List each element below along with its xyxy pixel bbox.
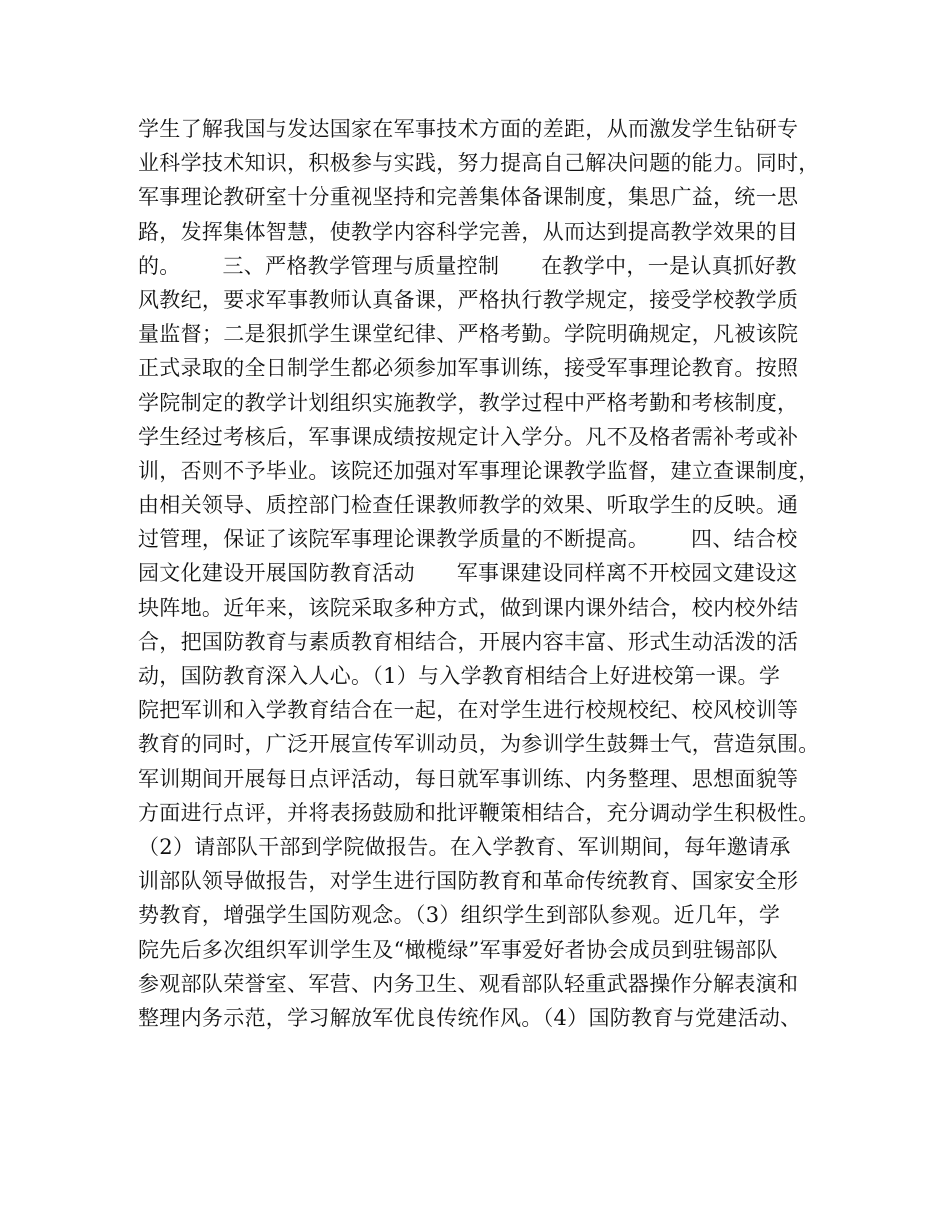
text-line: 院先后多次组织军训学生及“橄榄绿”军事爱好者协会成员到驻锡部队 — [138, 937, 778, 962]
text-line: 量监督；二是狠抓学生课堂纪律、严格考勤。学院明确规定，凡被该院 — [138, 322, 799, 347]
body-text — [138, 112, 838, 1035]
text-line: 教育的同时，广泛开展宣传军训动员，为参训学生鼓舞士气，营造氛围。 — [138, 732, 820, 757]
text-line: 势教育，增强学生国防观念。（3）组织学生到部队参观。近几年，学 — [138, 903, 781, 928]
text-line: 路，发挥集体智慧，使教学内容科学完善，从而达到提高教学效果的目 — [138, 219, 799, 244]
text-line: 参观部队荣誉室、军营、内务卫生、观看部队轻重武器操作分解表演和 — [138, 971, 799, 996]
text-line: 学生经过考核后，军事课成绩按规定计入学分。凡不及格者需补考或补 — [138, 424, 799, 449]
text-line: 训部队领导做报告，对学生进行国防教育和革命传统教育、国家安全形 — [138, 869, 799, 894]
text-line: 方面进行点评，并将表扬鼓励和批评鞭策相结合，充分调动学生积极性。 — [138, 800, 820, 825]
text-line: 业科学技术知识，积极参与实践，努力提高自己解决问题的能力。同时， — [138, 151, 820, 176]
text-line: 军训期间开展每日点评活动，每日就军事训练、内务整理、思想面貌等 — [138, 766, 799, 791]
text-line: 学生了解我国与发达国家在军事技术方面的差距，从而激发学生钻研专 — [138, 117, 799, 141]
text-line: 学院制定的教学计划组织实施教学，教学过程中严格考勤和考核制度， — [138, 390, 799, 415]
text-line: 风教纪，要求军事教师认真备课，严格执行教学规定，接受学校教学质 — [138, 287, 799, 312]
text-line: 院把军训和入学教育结合在一起，在对学生进行校规校纪、校风校训等 — [138, 698, 799, 723]
text-line: 合，把国防教育与素质教育相结合，开展内容丰富、形式生动活泼的活 — [138, 629, 799, 654]
text-line: 园文化建设开展国防教育活动 军事课建设同样离不开校园文建设这 — [138, 561, 798, 586]
text-line: 过管理，保证了该院军事理论课教学质量的不断提高。 四、结合校 — [138, 527, 798, 552]
text-line: （2）请部队干部到学院做报告。在入学教育、军训期间，每年邀请承 — [138, 834, 791, 859]
text-line: 的。 三、严格教学管理与质量控制 在教学中，一是认真抓好教 — [138, 253, 797, 278]
text-line: 整理内务示范，学习解放军优良传统作风。（4）国防教育与党建活动、 — [138, 1005, 802, 1030]
text-line: 训，否则不予毕业。该院还加强对军事理论课教学监督，建立查课制度， — [138, 458, 820, 483]
text-line: 动，国防教育深入人心。（1）与入学教育相结合上好进校第一课。学 — [138, 664, 781, 688]
text-line: 由相关领导、质控部门检查任课教师教学的效果、听取学生的反映。通 — [138, 493, 799, 518]
text-line: 正式录取的全日制学生都必须参加军事训练，接受军事理论教育。按照 — [138, 356, 799, 381]
text-line: 军事理论教研室十分重视坚持和完善集体备课制度，集思广益，统一思 — [138, 185, 799, 210]
text-line: 块阵地。近年来，该院采取多种方式，做到课内课外结合，校内校外结 — [138, 595, 799, 620]
